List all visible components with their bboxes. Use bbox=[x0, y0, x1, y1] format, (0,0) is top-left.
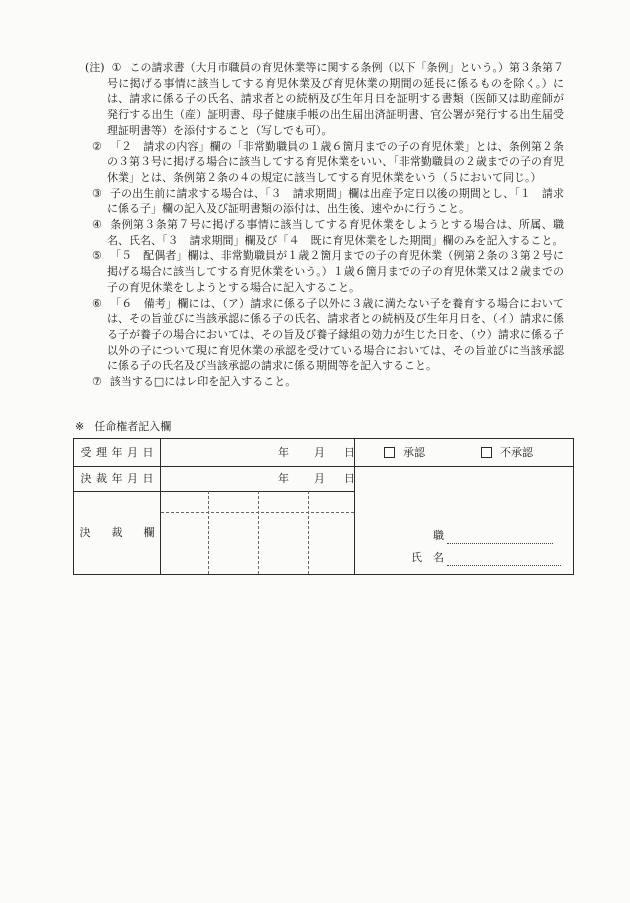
disapprove-checkbox[interactable] bbox=[481, 447, 492, 458]
post-input-line[interactable] bbox=[447, 530, 553, 544]
note-number: ④ bbox=[92, 218, 103, 232]
notes-prefix-label: (注) bbox=[85, 61, 105, 74]
month-label: 月 bbox=[314, 445, 325, 459]
appointer-entry-table bbox=[73, 438, 574, 575]
approve-option bbox=[384, 439, 425, 466]
note-number: ② bbox=[92, 139, 102, 153]
name-input-line[interactable] bbox=[447, 552, 561, 566]
received-date-label: 受理年月日 bbox=[80, 445, 158, 459]
received-date-field[interactable] bbox=[162, 441, 274, 464]
note-text: 該当する□にはレ印を記入すること。 bbox=[109, 375, 297, 389]
note-text: 「６ 備考」欄には、（ア）請求に係る子以外に３歳に満たない子を養育する場合においては、その旨並びに当該承認に係る子の氏名、請求者との続柄及び生年月日を、（イ）請求に係る子が養子の場合においては、その旨及び養子縁組の効力が生じた日を、（ウ）請求に係る子以外の子について現に育児休業の承認を受けている場合においては、その旨並びに当該承認に係る子の氏名及び当該承認の請求に係る期間等を記入すること。 bbox=[107, 296, 564, 373]
notes-section bbox=[85, 60, 564, 390]
disapprove-option bbox=[481, 439, 533, 466]
note-text: 「５ 配偶者」欄は、非常勤職員が１歳２箇月までの子の育児休業（例第２条の３第２号に掲げる場合に該当してする育児休業をいう。）１歳６箇月までの子の育児休業又は２歳までの子の育児休業をしようとする場合に記入すること。 bbox=[107, 249, 564, 294]
note-item-1 bbox=[85, 60, 564, 139]
decision-date-label: 決裁年月日 bbox=[80, 472, 158, 486]
note-number: ⑤ bbox=[92, 249, 102, 263]
note-item-7 bbox=[85, 374, 564, 390]
note-item-3 bbox=[85, 186, 564, 217]
year-label: 年 bbox=[278, 445, 289, 459]
note-item-6 bbox=[85, 296, 564, 375]
decision-date-field[interactable] bbox=[162, 469, 274, 489]
note-number: ⑥ bbox=[92, 296, 103, 310]
day-label: 日 bbox=[344, 445, 355, 459]
stamp-cell[interactable] bbox=[309, 513, 354, 574]
month-label: 月 bbox=[314, 472, 325, 486]
note-number: ⑦ bbox=[92, 375, 102, 389]
name-row bbox=[411, 550, 561, 566]
note-text: 子の出生前に請求する場合は、「３ 請求期間」欄は出産予定日以後の期間とし、「１ 請求に係る子」欄の記入及び証明書類の添付は、出生後、速やかに行うこと。 bbox=[107, 186, 564, 216]
approve-checkbox[interactable] bbox=[384, 447, 395, 458]
note-text: 条例第３条第７号に掲げる事情に該当してする育児休業をしようとする場合は、所属、職名、氏名、「３ 請求期間」欄及び「４ 既に育児休業をした期間」欄のみを記入すること。 bbox=[107, 218, 564, 247]
day-label: 日 bbox=[344, 472, 355, 486]
decision-date-label-cell bbox=[74, 467, 160, 491]
note-item-2 bbox=[85, 139, 564, 186]
note-number: ③ bbox=[92, 186, 102, 200]
appointer-entry-heading-label: 任命権者記入欄 bbox=[94, 420, 172, 433]
decision-column-label: 決裁欄 bbox=[79, 525, 176, 539]
stamp-cell[interactable] bbox=[209, 513, 258, 574]
note-item-4 bbox=[85, 217, 564, 248]
decision-column-label-cell bbox=[74, 491, 176, 574]
note-text: この請求書（大月市職員の育児休業等に関する条例（以下「条例」という。）第３条第７号に掲げる事情に該当してする育児休業及び育児休業の期間の延長に係るものを除く。）には、請求に係る子の氏名、請求者との続柄及び生年月日を証明する書類（医師又は助産師が発行する出生（産）証明書、母子健康手帳の出生届出済証明書、官公署が発行する出生届受理証明書等）を添付すること（写しでも可）。 bbox=[107, 61, 564, 137]
post-row bbox=[411, 528, 553, 544]
reference-mark: ※ bbox=[75, 420, 85, 433]
note-number: ① bbox=[111, 61, 122, 74]
received-date-label-cell bbox=[74, 439, 160, 466]
stamp-cell[interactable] bbox=[259, 513, 308, 574]
disapprove-label: 不承認 bbox=[500, 445, 533, 459]
post-label: 職 bbox=[433, 529, 444, 543]
note-item-5 bbox=[85, 248, 564, 295]
name-label: 氏 名 bbox=[411, 551, 444, 565]
year-label: 年 bbox=[278, 472, 289, 486]
approve-label: 承認 bbox=[403, 445, 425, 459]
appointer-entry-heading bbox=[75, 419, 171, 435]
stamp-cell[interactable] bbox=[161, 513, 208, 574]
note-text: 「２ 請求の内容」欄の「非常勤職員の１歳６箇月までの子の育児休業」とは、条例第２条の３第３号に掲げる場合に該当してする育児休業をいい、「非常勤職員の２歳までの子の育児休業」とは、条例第２条の４の規定に該当してする育児休業をいう（５において同じ。） bbox=[107, 139, 564, 184]
